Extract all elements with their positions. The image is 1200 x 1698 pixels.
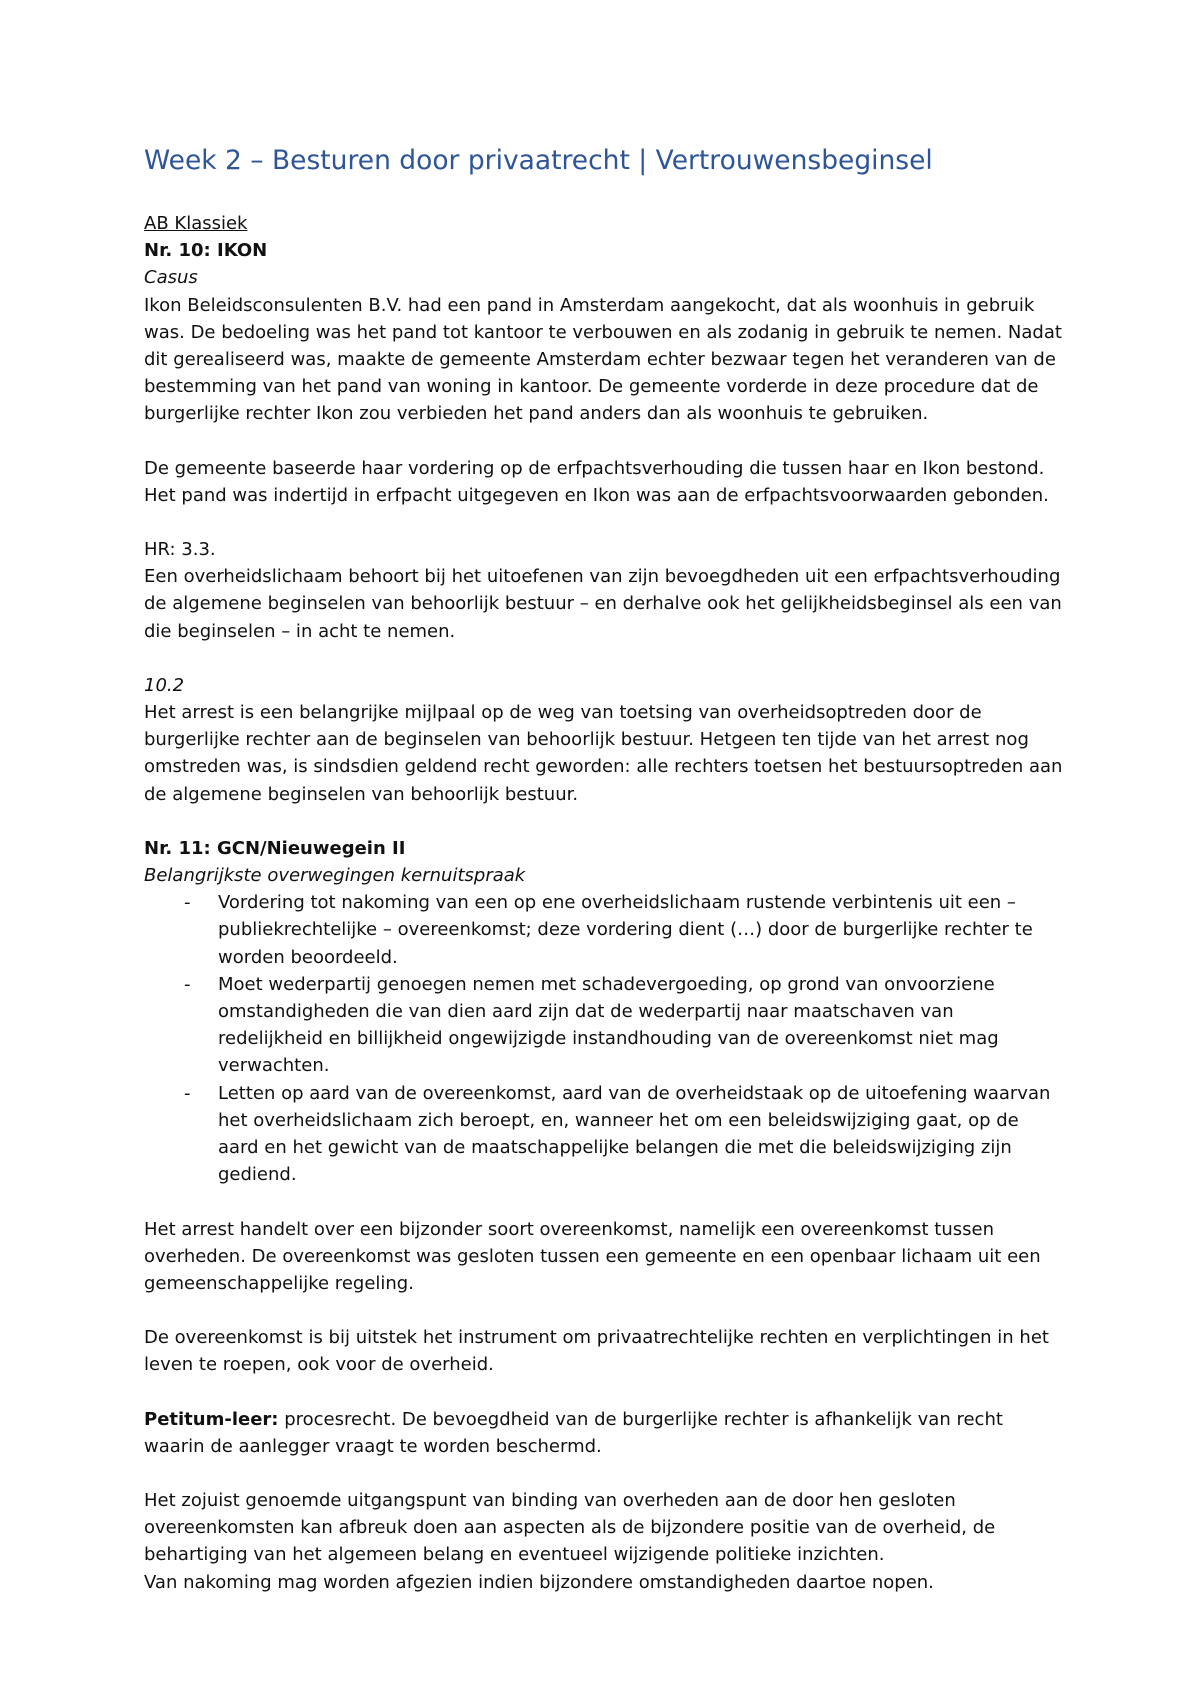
list-item: - Moet wederpartij genoegen nemen met schadevergoeding, op grond van onvoorziene omstandigheden die van dien aard zijn dat de wederpartij naar maatschaven van redelijkheid en billijkheid ongewijzigde instandhouding van de overeenkomst niet mag verwachten. — [144, 971, 1064, 1080]
petitum-label: Petitum-leer: — [144, 1408, 279, 1430]
casus-label: Casus — [144, 267, 198, 289]
case-heading-ikon: Nr. 10: IKON — [144, 240, 268, 262]
overwegingen-label: Belangrijkste overwegingen kernuitspraak — [144, 865, 526, 887]
nakoming-paragraph: Van nakoming mag worden afgezien indien bijzondere omstandigheden daartoe nopen. — [144, 1571, 934, 1593]
arrest-paragraph: Het arrest handelt over een bijzonder soort overeenkomst, namelijk een overeenkomst tussen overheden. De overeenkomst was gesloten tussen een gemeente en een openbaar lichaam uit een gemeenschappelijke regeling. — [144, 1218, 1041, 1294]
annotation-paragraph: Het arrest is een belangrijke mijlpaal op de weg van toetsing van overheidsoptreden door de burgerlijke rechter aan de beginselen van behoorlijk bestuur. Hetgeen ten tijde van het arrest nog omstreden was, is sindsdien geldend recht geworden: alle rechters toetsen het bestuursoptreden aan de algemene beginselen van behoorlijk bestuur. — [144, 702, 1063, 805]
petitum-paragraph — [144, 1406, 1064, 1460]
case-heading-gcn: Nr. 11: GCN/Nieuwegein II — [144, 837, 406, 859]
list-item: - Vordering tot nakoming van een op ene overheidslichaam rustende verbintenis uit een – publiekrechtelijke – overeenkomst; deze vordering dient (…) door de burgerlijke rechter te worden beoordeeld. — [144, 889, 1064, 971]
document-title: Week 2 – Besturen door privaatrecht | Vertrouwensbeginsel — [144, 145, 933, 176]
document-page — [144, 144, 1064, 1596]
casus-text: Ikon Beleidsconsulenten B.V. had een pand in Amsterdam aangekocht, dat als woonhuis in gebruik was. De bedoeling was het pand tot kantoor te verbouwen en als zodanig in gebruik te nemen. Nadat dit gerealiseerd was, maakte de gemeente Amsterdam echter bezwaar tegen het veranderen van de bestemming van het pand van woning in kantoor. De gemeente vorderde in deze procedure dat de burgerlijke rechter Ikon zou verbieden het pand anders dan als woonhuis te gebruiken. — [144, 294, 1062, 425]
section-label: AB Klassiek — [144, 213, 248, 234]
annotation-label: 10.2 — [144, 674, 185, 696]
hr-label: HR: 3.3. — [144, 539, 216, 561]
overwegingen-list — [144, 889, 1064, 1188]
basis-paragraph: De gemeente baseerde haar vordering op de erfpachtsverhouding die tussen haar en Ikon bestond. Het pand was indertijd in erfpacht uitgegeven en Ikon was aan de erfpachtsvoorwaarden gebonden. — [144, 457, 1049, 506]
hr-paragraph: Een overheidslichaam behoort bij het uitoefenen van zijn bevoegdheden uit een erfpachtsverhouding de algemene beginselen van behoorlijk bestuur – en derhalve ook het gelijkheidsbeginsel als een van die beginselen – in acht te nemen. — [144, 566, 1062, 642]
list-item: - Letten op aard van de overeenkomst, aard van de overheidstaak op de uitoefening waarvan het overheidslichaam zich beroept, en, wanneer het om een beleidswijziging gaat, op de aard en het gewicht van de maatschappelijke belangen die met die beleidswijziging zijn gediend. — [144, 1080, 1064, 1189]
petitum-text: procesrecht. De bevoegdheid van de burgerlijke rechter is afhankelijk van recht waarin de aanlegger vraagt te worden beschermd. — [144, 1408, 1003, 1457]
binding-paragraph: Het zojuist genoemde uitgangspunt van binding van overheden aan de door hen gesloten overeenkomsten kan afbreuk doen aan aspecten als de bijzondere positie van de overheid, de behartiging van het algemeen belang en eventueel wijzigende politieke inzichten. — [144, 1489, 996, 1566]
overeenkomst-paragraph: De overeenkomst is bij uitstek het instrument om privaatrechtelijke rechten en verplichtingen in het leven te roepen, ook voor de overheid. — [144, 1327, 1049, 1376]
